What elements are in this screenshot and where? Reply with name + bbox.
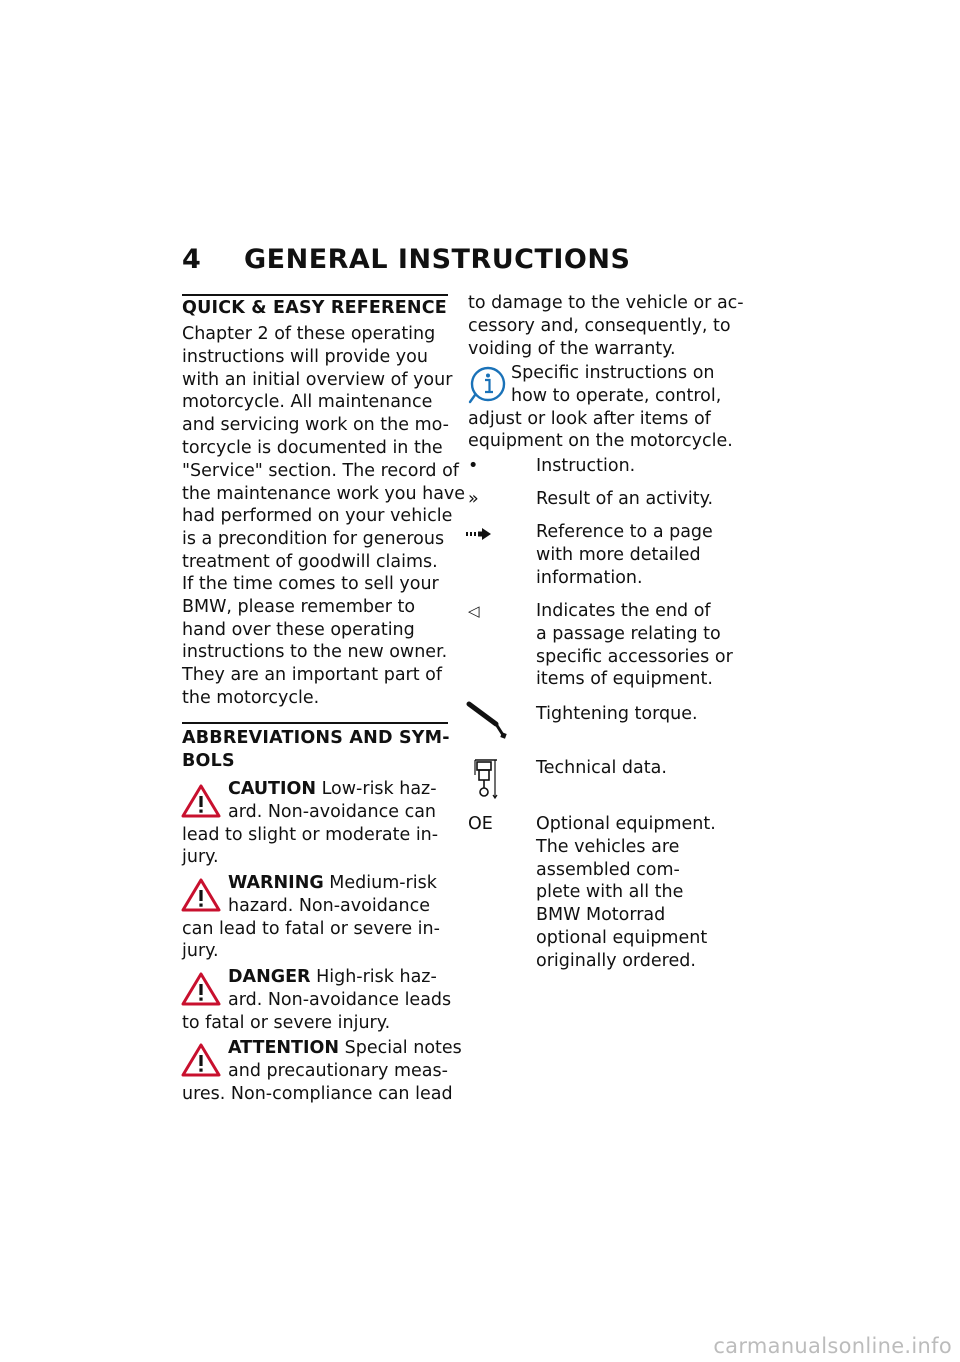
text-line: hazard. Non-avoidance — [228, 895, 431, 916]
symbol-description — [536, 521, 766, 589]
quick-reference-paragraph-2 — [182, 573, 447, 710]
text-line: Technical data. — [536, 758, 667, 778]
heading-line: BOLS — [182, 751, 235, 771]
chapter-heading — [182, 244, 630, 276]
text-line: jury. — [182, 847, 219, 868]
text-line: instructions to the new owner. — [182, 642, 448, 663]
text-line: ard. Non-avoidance can — [228, 801, 437, 822]
text-line: items of equipment. — [536, 669, 713, 690]
text-line: BMW Motorrad — [536, 905, 666, 926]
text-line: plete with all the — [536, 882, 684, 903]
text-line: optional equipment — [536, 927, 708, 948]
text-line: torcycle is documented in the — [182, 437, 443, 458]
attention-continuation — [468, 292, 744, 360]
section-heading-abbreviations — [182, 727, 450, 773]
text-line: with an initial overview of your — [182, 369, 453, 390]
text-line: and servicing work on the mo- — [182, 415, 449, 436]
text-line: had performed on your vehicle — [182, 506, 453, 527]
text-line: and precautionary meas- — [228, 1060, 448, 1081]
text-line: They are an important part of — [182, 665, 443, 686]
text-line: specific accessories or — [536, 646, 733, 667]
optional-equipment-abbreviation: OE — [468, 814, 493, 834]
text-line: The vehicles are — [536, 836, 680, 857]
text-line: Specific instructions on — [511, 363, 715, 383]
heading-line: ABBREVIATIONS AND SYM- — [182, 728, 450, 748]
text-line: voiding of the warranty. — [468, 338, 676, 359]
caution-note — [182, 778, 438, 869]
attention-text: Special notes — [339, 1038, 462, 1058]
text-line: Tightening torque. — [536, 704, 698, 724]
text-line: can lead to fatal or severe in- — [182, 918, 440, 939]
warning-keyword: WARNING — [228, 873, 324, 893]
info-note — [468, 362, 733, 453]
torque-wrench-icon — [466, 698, 510, 742]
danger-text: High-risk haz- — [310, 967, 437, 987]
text-line: jury. — [182, 941, 219, 962]
symbol-description — [536, 455, 766, 478]
attention-keyword: ATTENTION — [228, 1038, 340, 1058]
text-line: assembled com- — [536, 859, 680, 880]
watermark: carmanualsonline.info — [713, 1334, 952, 1358]
danger-keyword: DANGER — [228, 967, 311, 987]
symbol-description — [536, 813, 766, 973]
attention-first-line — [182, 1037, 462, 1060]
text-line: instructions will provide you — [182, 346, 428, 367]
text-line: ures. Non-compliance can lead — [182, 1083, 453, 1104]
technical-data-icon — [472, 757, 500, 801]
text-line: adjust or look after items of — [468, 408, 711, 429]
danger-note — [182, 966, 451, 1034]
text-line: cessory and, consequently, to — [468, 315, 731, 336]
text-line: hand over these operating — [182, 619, 415, 640]
quick-reference-paragraph-1 — [182, 323, 465, 574]
warning-note — [182, 872, 440, 963]
text-line: lead to slight or moderate in- — [182, 824, 439, 845]
caution-keyword: CAUTION — [228, 779, 317, 799]
text-line: a passage relating to — [536, 623, 721, 644]
warning-text: Medium-risk — [323, 873, 437, 893]
text-line: BMW, please remember to — [182, 596, 416, 617]
text-line: ard. Non-avoidance leads — [228, 989, 452, 1010]
symbol-description — [536, 600, 766, 691]
symbol-description — [536, 757, 766, 780]
text-line: treatment of goodwill claims. — [182, 551, 438, 572]
chapter-number: 4 — [182, 244, 202, 275]
text-line: Reference to a page — [536, 522, 713, 542]
result-icon: » — [468, 489, 479, 509]
text-line: motorcycle. All maintenance — [182, 392, 433, 413]
section-heading-quick-reference: QUICK & EASY REFERENCE — [182, 298, 447, 318]
text-line: is a precondition for generous — [182, 529, 445, 550]
end-marker-icon: ◁ — [468, 602, 480, 620]
text-line: Optional equipment. — [536, 814, 716, 834]
text-line: If the time comes to sell your — [182, 574, 439, 594]
text-line: Chapter 2 of these operating — [182, 324, 436, 344]
text-line: with more detailed — [536, 544, 701, 565]
text-line: to damage to the vehicle or ac- — [468, 293, 744, 313]
text-line: Instruction. — [536, 456, 636, 476]
chapter-title: GENERAL INSTRUCTIONS — [244, 244, 631, 275]
text-line: "Service" section. The record of — [182, 460, 459, 481]
bullet-icon: • — [468, 456, 479, 476]
text-line: originally ordered. — [536, 950, 696, 971]
caution-first-line — [182, 778, 438, 801]
danger-first-line — [182, 966, 451, 989]
text-line: information. — [536, 567, 643, 588]
symbol-description — [536, 488, 766, 511]
text-line: equipment on the motorcycle. — [468, 431, 733, 452]
warning-first-line — [182, 872, 440, 895]
caution-text: Low-risk haz- — [316, 779, 437, 799]
section-divider — [182, 294, 448, 296]
text-line: to fatal or severe injury. — [182, 1012, 391, 1033]
reference-arrow-icon — [466, 527, 492, 541]
text-line: how to operate, control, — [511, 385, 722, 406]
section-divider — [182, 722, 448, 724]
text-line: the motorcycle. — [182, 687, 320, 708]
text-line: the maintenance work you have — [182, 483, 466, 504]
attention-note — [182, 1037, 462, 1105]
text-line: Result of an activity. — [536, 489, 714, 509]
symbol-description — [536, 703, 766, 726]
text-line: Indicates the end of — [536, 601, 711, 621]
